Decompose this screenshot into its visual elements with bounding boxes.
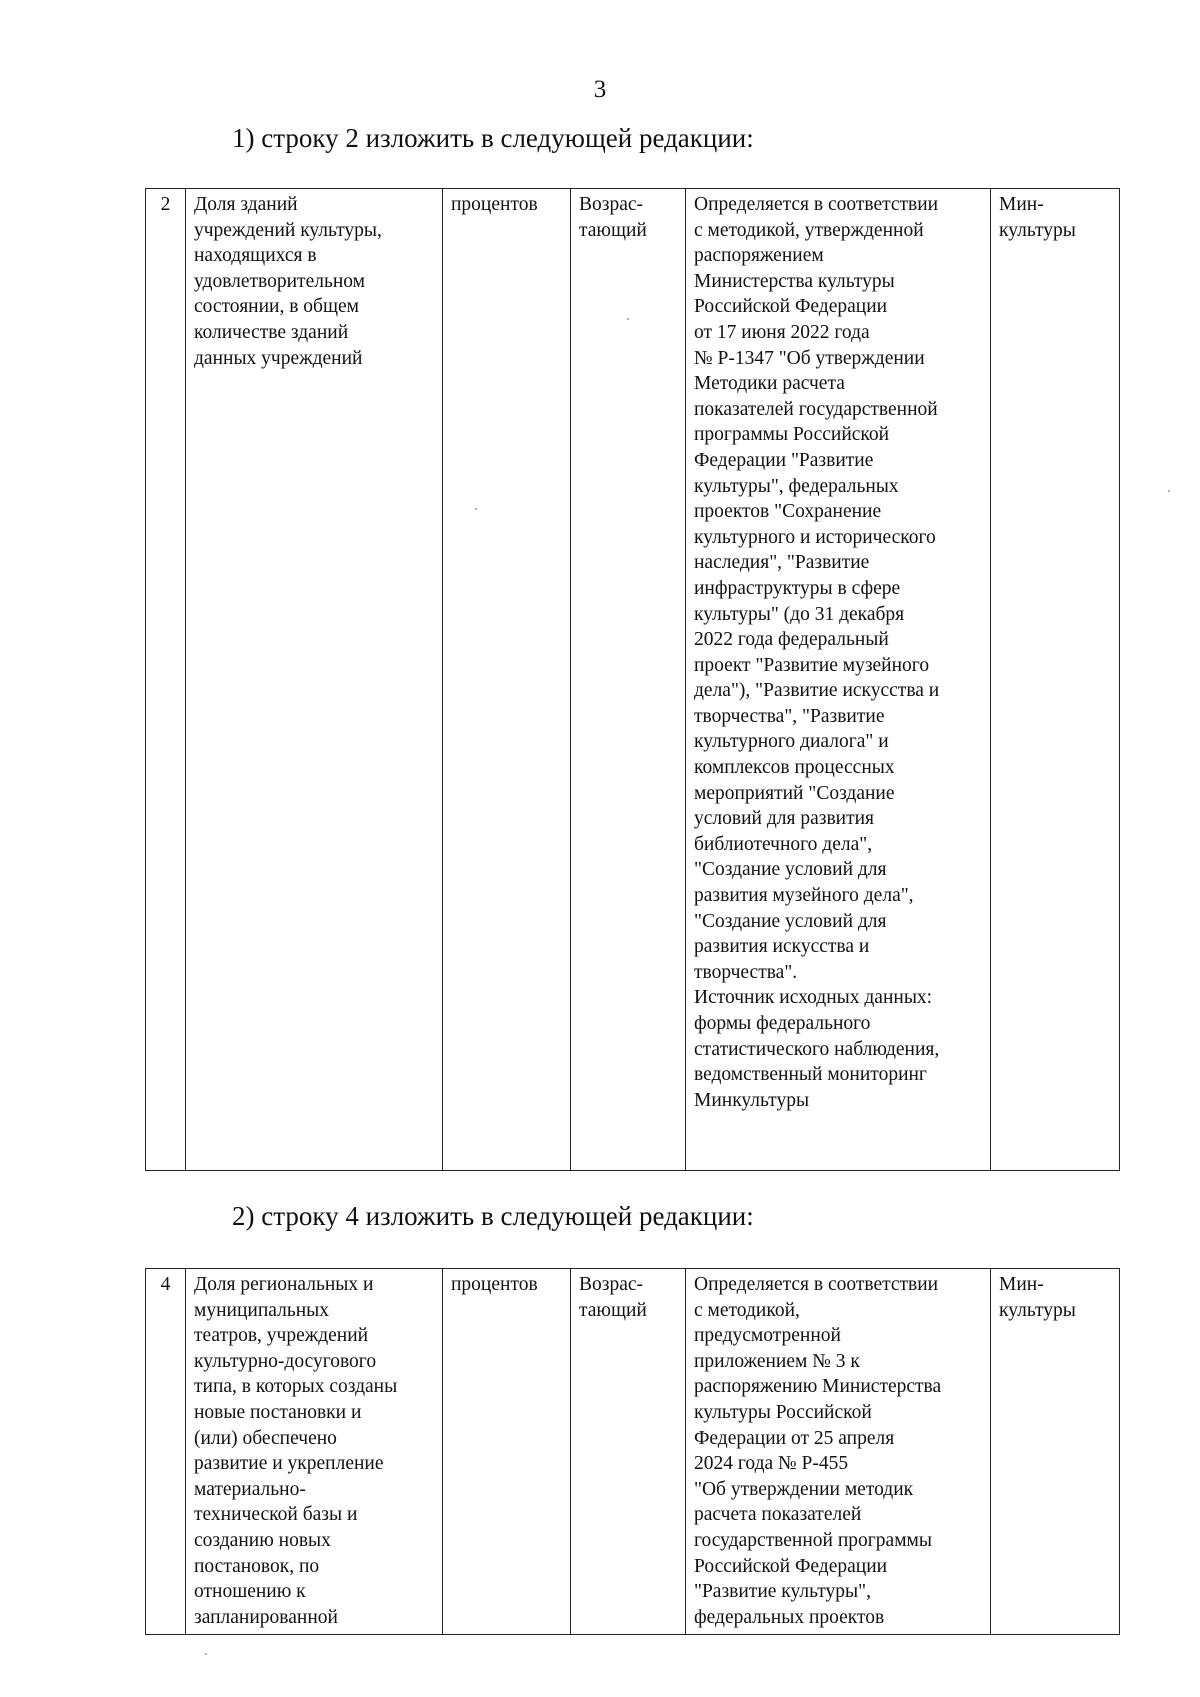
text-line: тающий: [579, 219, 647, 241]
text-line: "Создание условий для: [694, 910, 887, 932]
text-line: типа, в которых созданы: [194, 1376, 398, 1398]
text-line: Федерации от 25 апреля: [694, 1427, 895, 1449]
text-line: Источник исходных данных:: [694, 987, 933, 1009]
text-line: развития музейного дела",: [694, 885, 914, 907]
text-line: дела"), "Развитие искусства и: [694, 680, 940, 702]
text-line: Федерации "Развитие: [694, 449, 874, 471]
text-line: культуры Российской: [694, 1401, 872, 1423]
text-line: проект "Развитие музейного: [694, 654, 930, 676]
trend-cell: [571, 189, 686, 1171]
text-line: новые постановки и: [194, 1401, 362, 1423]
text-line: развитие и укрепление: [194, 1453, 384, 1475]
text-line: распоряжением: [694, 245, 824, 267]
text-line: (или) обеспечено: [194, 1427, 337, 1449]
text-line: количестве зданий: [194, 321, 349, 343]
text-line: программы Российской: [694, 424, 890, 446]
text-line: инфраструктуры в сфере: [694, 577, 901, 599]
text-line: показателей государственной: [694, 398, 938, 420]
text-line: 2024 года № Р-455: [694, 1453, 849, 1475]
text-line: культурного диалога" и: [694, 731, 889, 753]
text-line: проектов "Сохранение: [694, 501, 882, 523]
text-line: культурно-досугового: [194, 1350, 377, 1372]
text-line: "Создание условий для: [694, 859, 887, 881]
text-line: Возрас-: [579, 1274, 644, 1295]
text-line: с методикой,: [694, 1299, 800, 1321]
text-line: распоряжению Министерства: [694, 1376, 942, 1398]
text-line: Российской Федерации: [694, 296, 888, 318]
text-line: творчества", "Развитие: [694, 705, 885, 727]
text-line: Доля зданий: [194, 194, 298, 215]
text-line: материально-: [194, 1478, 306, 1500]
text-line: "Развитие культуры",: [694, 1581, 871, 1603]
row-number-cell: 2: [146, 189, 186, 1171]
text-line: наследия", "Развитие: [694, 552, 870, 574]
text-line: культурного и исторического: [694, 526, 936, 548]
page-number: 3: [593, 76, 607, 103]
text-line: тающий: [579, 1299, 647, 1321]
text-line: условий для развития: [694, 808, 875, 830]
scan-speck: [205, 1653, 207, 1655]
text-line: культуры", федеральных: [694, 475, 899, 497]
section-heading-1: 1) строку 2 изложить в следующей редакции:: [232, 123, 754, 153]
text-line: Возрас-: [579, 194, 644, 215]
text-line: учреждений культуры,: [194, 219, 382, 241]
text-line: библиотечного дела",: [694, 833, 873, 855]
section-heading-2: 2) строку 4 изложить в следующей редакции:: [232, 1201, 754, 1231]
text-line: с методикой, утвержденной: [694, 219, 924, 241]
text-line: созданию новых: [194, 1529, 331, 1551]
table-row: [146, 189, 1120, 1171]
amendment-table-row-4: [145, 1268, 1120, 1635]
scan-speck: [1168, 490, 1170, 492]
text-line: приложением № 3 к: [694, 1350, 860, 1372]
text-line: расчета показателей: [694, 1504, 862, 1526]
text-line: Определяется в соответствии: [694, 1274, 939, 1295]
text-line: ведомственный мониторинг: [694, 1064, 927, 1086]
text-line: культуры" (до 31 декабря: [694, 603, 905, 625]
responsible-cell: [991, 1269, 1120, 1635]
scan-speck: [475, 508, 477, 510]
table-row: [146, 1269, 1120, 1635]
text-line: театров, учреждений: [194, 1325, 369, 1347]
text-line: отношению к: [194, 1581, 306, 1603]
text-line: культуры: [999, 1299, 1076, 1321]
text-line: находящихся в: [194, 245, 317, 267]
indicator-cell: [186, 189, 443, 1171]
text-line: Российской Федерации: [694, 1555, 888, 1577]
text-line: Министерства культуры: [694, 270, 895, 292]
text-line: развития искусства и: [694, 936, 870, 958]
text-line: Доля региональных и: [194, 1274, 374, 1295]
method-cell: [686, 189, 991, 1171]
text-line: статистического наблюдения,: [694, 1038, 940, 1060]
row-number-cell: 4: [146, 1269, 186, 1635]
text-line: запланированной: [194, 1606, 338, 1628]
text-line: состоянии, в общем: [194, 296, 359, 318]
text-line: от 17 июня 2022 года: [694, 321, 870, 343]
text-line: Мин-: [999, 194, 1044, 215]
text-line: удовлетворительном: [194, 270, 366, 292]
text-line: 2022 года федеральный: [694, 629, 889, 651]
amendment-table-row-2: [145, 188, 1120, 1171]
scan-speck: [627, 318, 629, 320]
method-cell: [686, 1269, 991, 1635]
text-line: предусмотренной: [694, 1325, 841, 1347]
text-line: культуры: [999, 219, 1076, 241]
text-line: технической базы и: [194, 1504, 358, 1526]
text-line: мероприятий "Создание: [694, 782, 895, 804]
text-line: формы федерального: [694, 1013, 871, 1034]
text-line: творчества".: [694, 961, 798, 983]
text-line: № Р-1347 "Об утверждении: [694, 347, 925, 369]
unit-cell: процентов: [443, 189, 571, 1171]
text-line: Определяется в соответствии: [694, 194, 939, 215]
trend-cell: [571, 1269, 686, 1635]
text-line: "Об утверждении методик: [694, 1478, 914, 1500]
text-line: государственной программы: [694, 1529, 932, 1551]
text-line: данных учреждений: [194, 347, 363, 369]
indicator-cell: [186, 1269, 443, 1635]
text-line: постановок, по: [194, 1555, 320, 1577]
text-line: федеральных проектов: [694, 1606, 885, 1628]
responsible-cell: [991, 189, 1120, 1171]
unit-cell: процентов: [443, 1269, 571, 1635]
text-line: Методики расчета: [694, 373, 845, 395]
text-line: комплексов процессных: [694, 757, 895, 779]
text-line: Мин-: [999, 1274, 1044, 1295]
text-line: Минкультуры: [694, 1089, 810, 1111]
text-line: муниципальных: [194, 1299, 330, 1321]
